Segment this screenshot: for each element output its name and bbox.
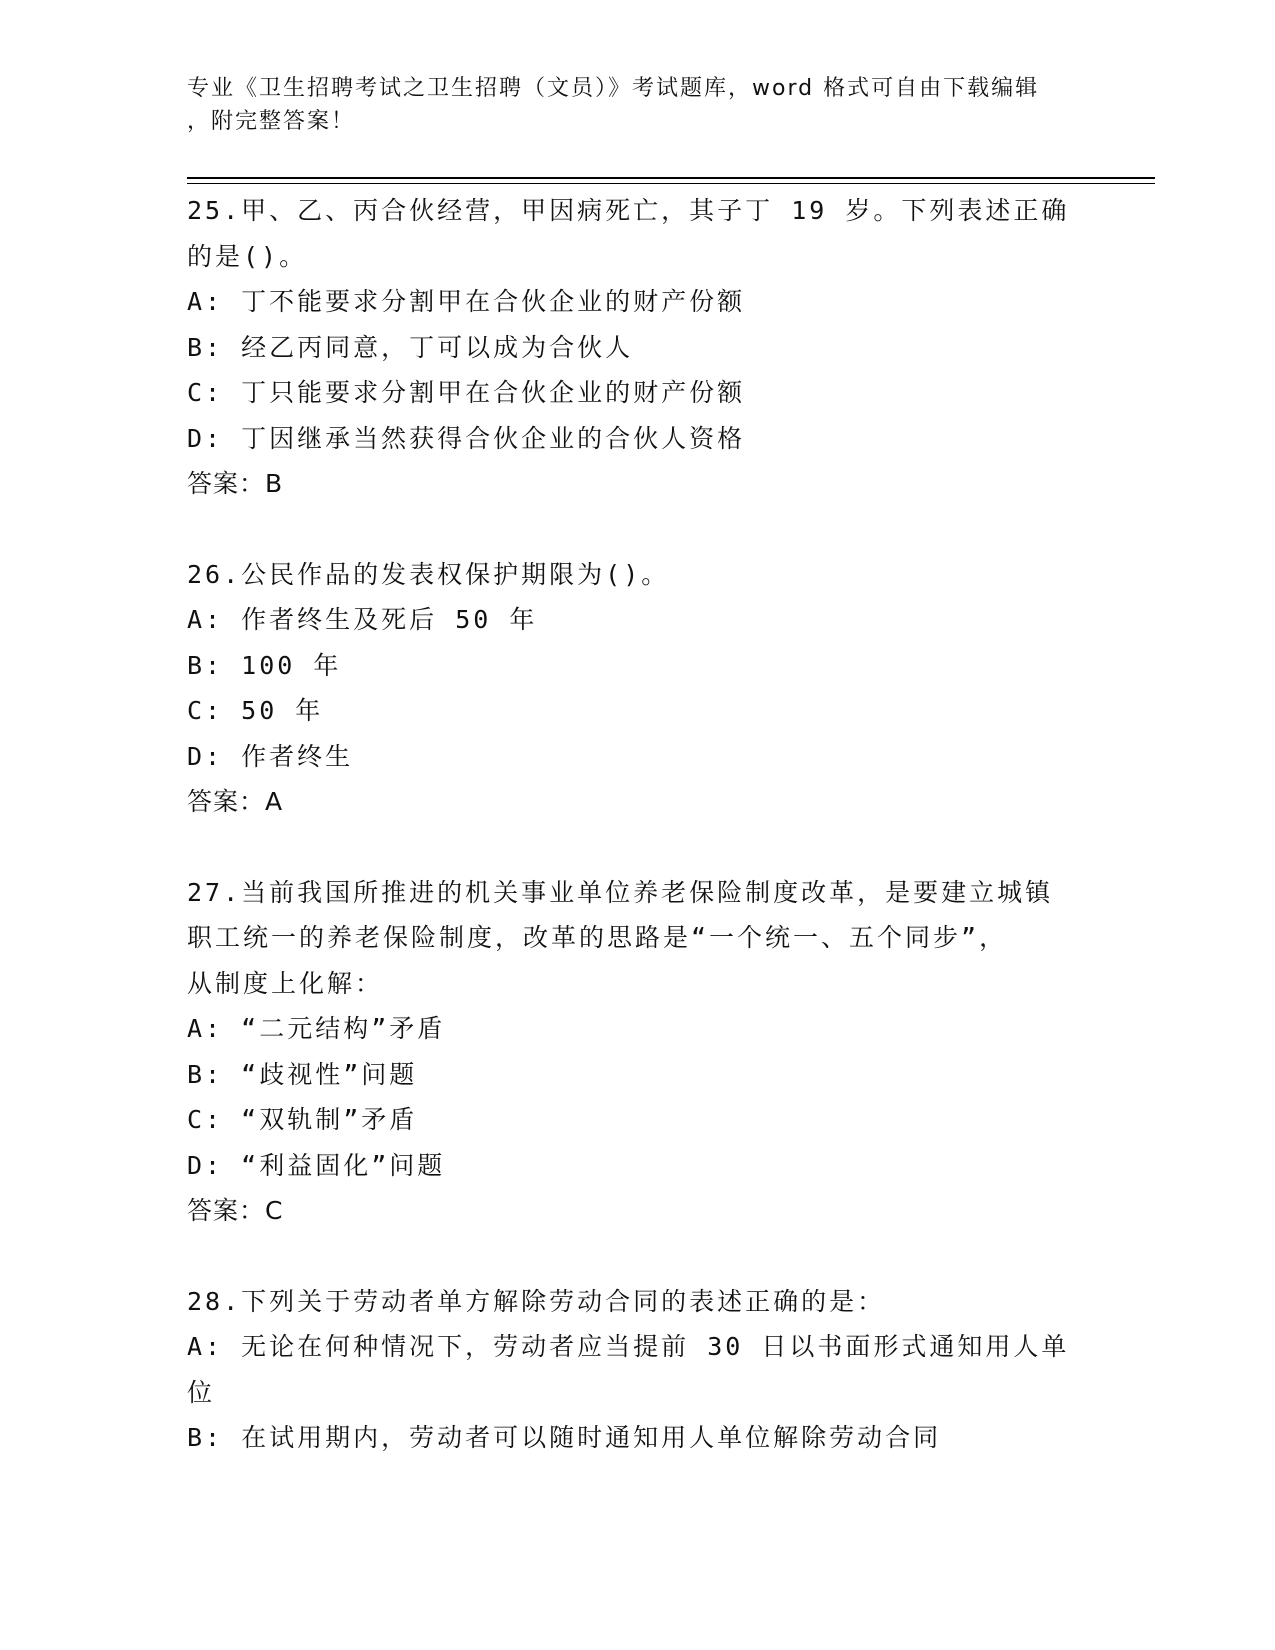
option-a: A: 无论在何种情况下，劳动者应当提前 30 日以书面形式通知用人单 (187, 1332, 1070, 1361)
question-stem-line: 职工统一的养老保险制度，改革的思路是“一个统一、五个同步”， (187, 923, 1008, 952)
header-line-2: ，附完整答案！ (187, 109, 356, 134)
option-c: C: 50 年 (187, 696, 324, 725)
question-28 (187, 1279, 1087, 1461)
option-b: B: 100 年 (187, 650, 342, 680)
document-header (187, 72, 1087, 138)
answer-label: 答案：A (187, 787, 284, 816)
option-b: B: “歧视性”问题 (187, 1059, 418, 1089)
question-27 (187, 870, 1087, 1234)
option-b: B: 经乙丙同意，丁可以成为合伙人 (187, 332, 634, 362)
question-stem-line: 26.公民作品的发表权保护期限为()。 (187, 559, 670, 589)
option-d: D: “利益固化”问题 (187, 1150, 446, 1180)
question-stem-line: 从制度上化解： (187, 968, 384, 998)
question-stem-line: 25.甲、乙、丙合伙经营，甲因病死亡，其子丁 19 岁。下列表述正确 (187, 196, 1070, 225)
option-d: D: 作者终生 (187, 741, 354, 771)
option-a-continued: 位 (187, 1377, 216, 1407)
option-c: C: 丁只能要求分割甲在合伙企业的财产份额 (187, 378, 746, 407)
option-d: D: 丁因继承当然获得合伙企业的合伙人资格 (187, 423, 746, 453)
option-a: A: 丁不能要求分割甲在合伙企业的财产份额 (187, 287, 746, 316)
header-divider-thin (187, 183, 1155, 184)
question-list (187, 188, 1087, 1506)
answer-label: 答案：C (187, 1196, 284, 1225)
header-divider-thick (187, 177, 1155, 179)
option-a: A: “二元结构”矛盾 (187, 1014, 446, 1043)
question-stem-line: 28.下列关于劳动者单方解除劳动合同的表述正确的是： (187, 1286, 886, 1316)
option-a: A: 作者终生及死后 50 年 (187, 605, 538, 634)
question-26 (187, 552, 1087, 825)
question-25 (187, 188, 1087, 507)
header-line-1: 专业《卫生招聘考试之卫生招聘（文员）》考试题库，word 格式可自由下载编辑 (187, 76, 1040, 101)
answer-label: 答案：B (187, 469, 284, 498)
option-c: C: “双轨制”矛盾 (187, 1105, 418, 1134)
question-stem-line: 的是()。 (187, 241, 308, 271)
question-stem-line: 27.当前我国所推进的机关事业单位养老保险制度改革，是要建立城镇 (187, 877, 1054, 907)
option-b: B: 在试用期内，劳动者可以随时通知用人单位解除劳动合同 (187, 1423, 942, 1452)
